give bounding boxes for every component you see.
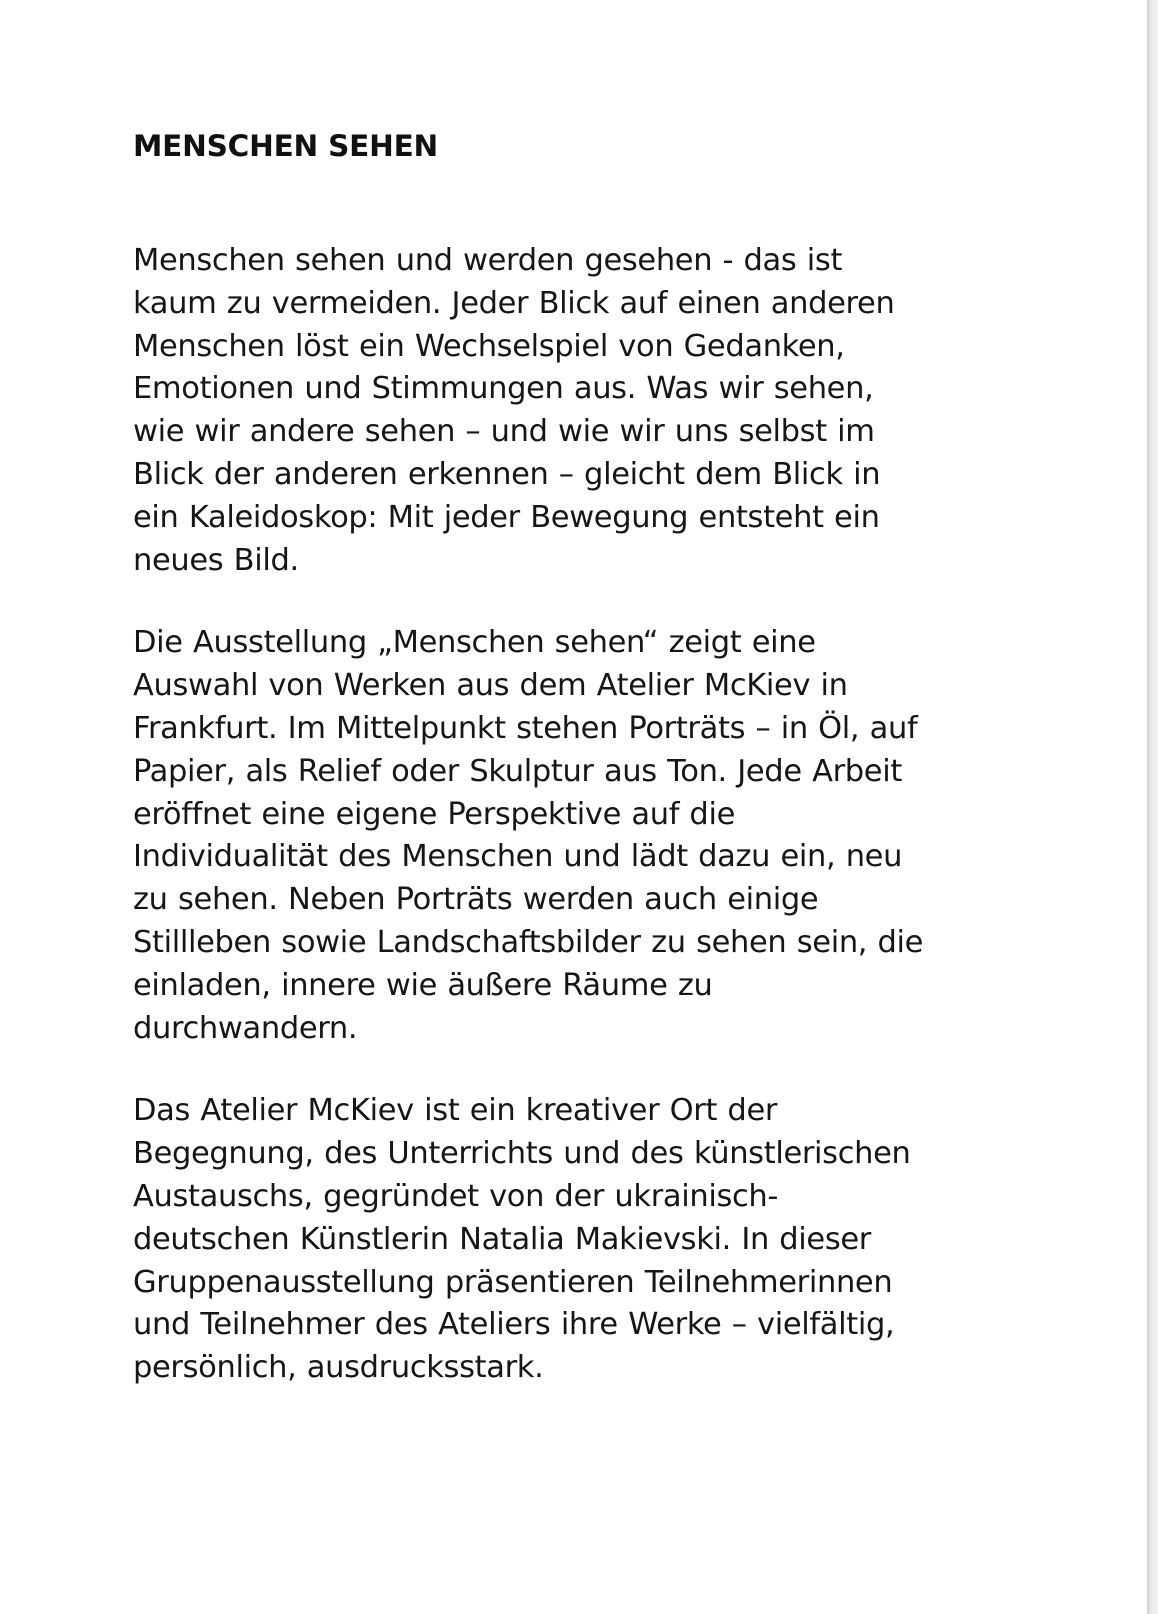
text-line: zu sehen. Neben Porträts werden auch einige: [133, 882, 819, 918]
text-line: einladen, innere wie äußere Räume zu: [133, 967, 713, 1003]
text-line: Stillleben sowie Landschaftsbilder zu sehen sein, die: [133, 924, 924, 960]
text-line: Blick der anderen erkennen – gleicht dem Blick in: [133, 456, 881, 492]
text-line: deutschen Künstlerin Natalia Makievski. In dieser: [133, 1221, 871, 1257]
page-edge-shadow: [1147, 0, 1158, 1614]
text-line: Menschen löst ein Wechselspiel von Gedanken,: [133, 328, 845, 364]
text-line: Emotionen und Stimmungen aus. Was wir sehen,: [133, 371, 874, 407]
document-title: MENSCHEN SEHEN: [133, 129, 439, 163]
text-line: Das Atelier McKiev ist ein kreativer Ort der: [133, 1093, 778, 1129]
text-line: Individualität des Menschen und lädt dazu ein, neu: [133, 839, 903, 875]
text-line: Auswahl von Werken aus dem Atelier McKiev in: [133, 668, 848, 704]
paragraph-atelier: [133, 1090, 1013, 1390]
text-line: und Teilnehmer des Ateliers ihre Werke – vielfältig,: [133, 1307, 895, 1343]
text-line: durchwandern.: [133, 1010, 358, 1046]
paragraph-exhibition: [133, 622, 1013, 1050]
text-line: persönlich, ausdrucksstark.: [133, 1350, 544, 1386]
text-line: kaum zu vermeiden. Jeder Blick auf einen anderen: [133, 285, 895, 321]
text-line: Frankfurt. Im Mittelpunkt stehen Porträts – in Öl, auf: [133, 710, 918, 746]
text-line: neues Bild.: [133, 542, 299, 578]
paragraph-intro: [133, 240, 1013, 582]
text-line: Austauschs, gegründet von der ukrainisch-: [133, 1178, 779, 1214]
text-line: wie wir andere sehen – und wie wir uns selbst im: [133, 414, 875, 450]
text-line: Begegnung, des Unterrichts und des künstlerischen: [133, 1136, 911, 1172]
text-line: Die Ausstellung „Menschen sehen“ zeigt eine: [133, 625, 816, 661]
text-line: ein Kaleidoskop: Mit jeder Bewegung entsteht ein: [133, 499, 880, 535]
text-line: Menschen sehen und werden gesehen - das ist: [133, 243, 843, 278]
text-line: Gruppenausstellung präsentieren Teilnehmerinnen: [133, 1264, 893, 1300]
text-line: Papier, als Relief oder Skulptur aus Ton. Jede Arbeit: [133, 753, 902, 789]
text-line: eröffnet eine eigene Perspektive auf die: [133, 796, 735, 832]
document-content: [133, 126, 1013, 1390]
